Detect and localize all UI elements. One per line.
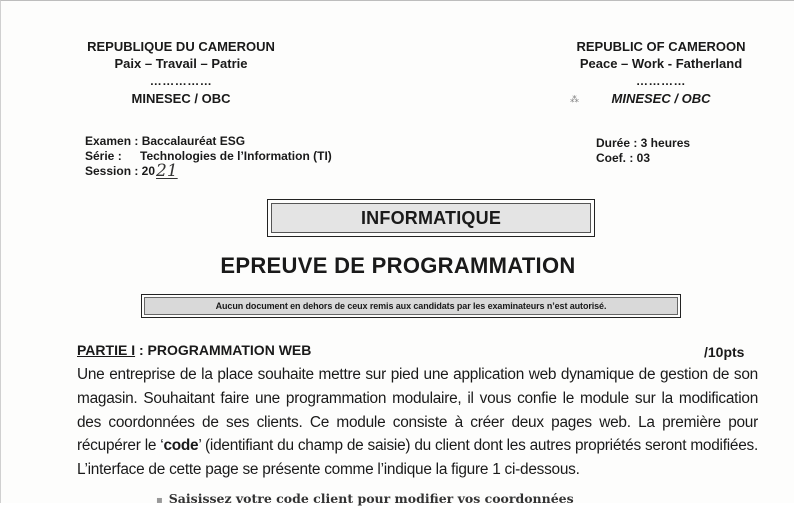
part-heading (77, 342, 311, 358)
country-en: REPUBLIC OF CAMEROON (576, 39, 746, 54)
coefficient: Coef. : 03 (596, 151, 651, 165)
subject-title: INFORMATIQUE (271, 203, 591, 233)
header-right (561, 38, 761, 107)
exam-meta (596, 136, 690, 166)
session-handwritten: 21 (156, 161, 178, 181)
subject-box (267, 199, 595, 237)
ministry-fr: MINESEC / OBC (131, 91, 231, 106)
dots-separator: …………… (149, 74, 213, 88)
exam-name: Examen : Baccalauréat ESG (85, 134, 246, 148)
session-label: Session : 20 (85, 164, 156, 178)
part-label: PARTIE I (77, 342, 136, 358)
exam-info (85, 134, 332, 179)
paragraph-text-1: Une entreprise de la place souhaite mettre sur pied une application web dynamique de gestion de son magasin. Souhaitant faire une programmation modulaire, il vous confie le module sur la modification des coordonnées de ses clients. Ce module consiste à créer deux pages web. La première pour récupérer le ‘ (77, 366, 758, 455)
paragraph-text-2: ’ (identifiant du champ de saisie) du client dont les autres propriétés seront modifiées. L’interface de cette page se présente comme l’indique la figure 1 ci-dessous. (77, 437, 758, 479)
dots-separator: ………… (636, 74, 686, 88)
epreuve-title: EPREUVE DE PROGRAMMATION (220, 253, 576, 278)
scan-mark: ⁂ (570, 94, 579, 104)
header-left (71, 38, 291, 107)
bullet-mark: ▪ (156, 495, 163, 506)
motto-fr: Paix – Travail – Patrie (114, 56, 248, 71)
problem-paragraph (77, 363, 758, 482)
duration: Durée : 3 heures (596, 136, 691, 150)
serie-label: Série : (85, 149, 122, 163)
notice-box (141, 294, 681, 318)
paragraph-code-term: code (163, 437, 199, 455)
motto-en: Peace – Work - Fatherland (579, 56, 743, 71)
figure-caption (156, 491, 574, 506)
figure-caption-text: Saisissez votre code client pour modifier vos coordonnées (168, 491, 574, 506)
notice-text: Aucun document en dehors de ceux remis aux candidats par les examinateurs n’est autorisé. (144, 297, 678, 315)
part-title: : PROGRAMMATION WEB (135, 342, 312, 358)
country-fr: REPUBLIQUE DU CAMEROUN (87, 39, 275, 54)
part-points: /10pts (704, 344, 745, 360)
serie-value: Technologies de l’Information (TI) (140, 149, 332, 163)
ministry-en: MINESEC / OBC (611, 91, 711, 106)
